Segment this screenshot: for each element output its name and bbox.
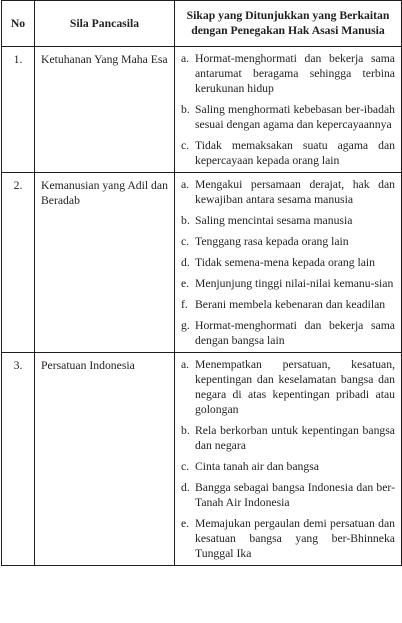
- table-row: [2, 47, 402, 173]
- sikap-item: [181, 138, 395, 168]
- sikap-item: [181, 234, 395, 249]
- sikap-item: [181, 318, 395, 348]
- sikap-item-label: d.: [181, 256, 190, 269]
- header-sikap: Sikap yang Ditunjukkan yang Berkaitan dengan Penegakan Hak Asasi Manusia: [175, 1, 402, 47]
- sikap-item-label: g.: [181, 319, 190, 332]
- sikap-item-text: Saling mencintai sesama manusia: [195, 214, 353, 227]
- pancasila-table-container: [1, 0, 401, 566]
- header-sila-pancasila: Sila Pancasila: [35, 1, 175, 47]
- sikap-item-text: Menjunjung tinggi nilai-nilai kemanu-sian: [195, 277, 394, 290]
- sikap-item-text: Tenggang rasa kepada orang lain: [195, 235, 349, 248]
- sikap-item-label: b.: [181, 424, 190, 437]
- sikap-list: [175, 353, 402, 566]
- sikap-item-label: e.: [181, 517, 190, 530]
- sikap-item-label: b.: [181, 214, 190, 227]
- sikap-item-label: b.: [181, 103, 190, 116]
- sikap-item-text: Hormat-menghormati dan bekerja sama antarumat beragama sehingga terbina kerukunan hidup: [195, 52, 395, 95]
- sikap-item: [181, 480, 395, 510]
- header-no: No: [2, 1, 35, 47]
- sikap-item: [181, 357, 395, 417]
- sikap-item-label: c.: [181, 235, 190, 248]
- sila-name: Persatuan Indonesia: [35, 353, 175, 566]
- sikap-item-text: Bangga sebagai bangsa Indonesia dan ber-Tanah Air Indonesia: [195, 481, 395, 509]
- sikap-item: [181, 516, 395, 561]
- sikap-item-text: Menempatkan persatuan, kesatuan, kepentingan dan keselamatan bangsa dan negara di atas kepentingan pribadi atau golongan: [195, 358, 395, 416]
- sikap-item-text: Tidak memaksakan suatu agama dan kepercayaan kepada orang lain: [195, 139, 395, 167]
- sikap-item: [181, 297, 395, 312]
- sikap-item-text: Tidak semena-mena kepada orang lain: [195, 256, 376, 269]
- sikap-list: [175, 47, 402, 173]
- sikap-item-label: f.: [181, 298, 188, 311]
- sikap-item: [181, 51, 395, 96]
- sikap-item: [181, 459, 395, 474]
- sila-name: Kemanusian yang Adil dan Beradab: [35, 173, 175, 353]
- sila-name: Ketuhanan Yang Maha Esa: [35, 47, 175, 173]
- sikap-item-label: c.: [181, 139, 190, 152]
- sikap-item-text: Hormat-menghormati dan bekerja sama dengan bangsa lain: [195, 319, 395, 347]
- sikap-item-label: d.: [181, 481, 190, 494]
- sikap-item-text: Saling menghormati kebebasan ber-ibadah sesuai dengan agama dan kepercayaannya: [195, 103, 395, 131]
- sikap-item: [181, 255, 395, 270]
- sikap-item-text: Cinta tanah air dan bangsa: [195, 460, 319, 473]
- row-number: 1.: [2, 47, 35, 173]
- sikap-item-text: Mengakui persamaan derajat, hak dan kewajiban antara sesama manusia: [195, 178, 395, 206]
- pancasila-hak-asasi-table: [1, 0, 402, 566]
- table-row: [2, 173, 402, 353]
- sikap-item-label: e.: [181, 277, 190, 290]
- sikap-item-label: a.: [181, 358, 190, 371]
- sikap-item-label: a.: [181, 178, 190, 191]
- sikap-item-label: a.: [181, 52, 190, 65]
- row-number: 2.: [2, 173, 35, 353]
- table-header-row: [2, 1, 402, 47]
- sikap-item: [181, 423, 395, 453]
- row-number: 3.: [2, 353, 35, 566]
- sikap-list: [175, 173, 402, 353]
- sikap-item-text: Memajukan pergaulan demi persatuan dan kesatuan bangsa yang ber-Bhinneka Tunggal Ika: [195, 517, 395, 560]
- sikap-item: [181, 177, 395, 207]
- sikap-item: [181, 213, 395, 228]
- sikap-item-text: Berani membela kebenaran dan keadilan: [195, 298, 386, 311]
- sikap-item: [181, 276, 395, 291]
- sikap-item: [181, 102, 395, 132]
- sikap-item-label: c.: [181, 460, 190, 473]
- sikap-item-text: Rela berkorban untuk kepentingan bangsa dan negara: [195, 424, 395, 452]
- table-row: [2, 353, 402, 566]
